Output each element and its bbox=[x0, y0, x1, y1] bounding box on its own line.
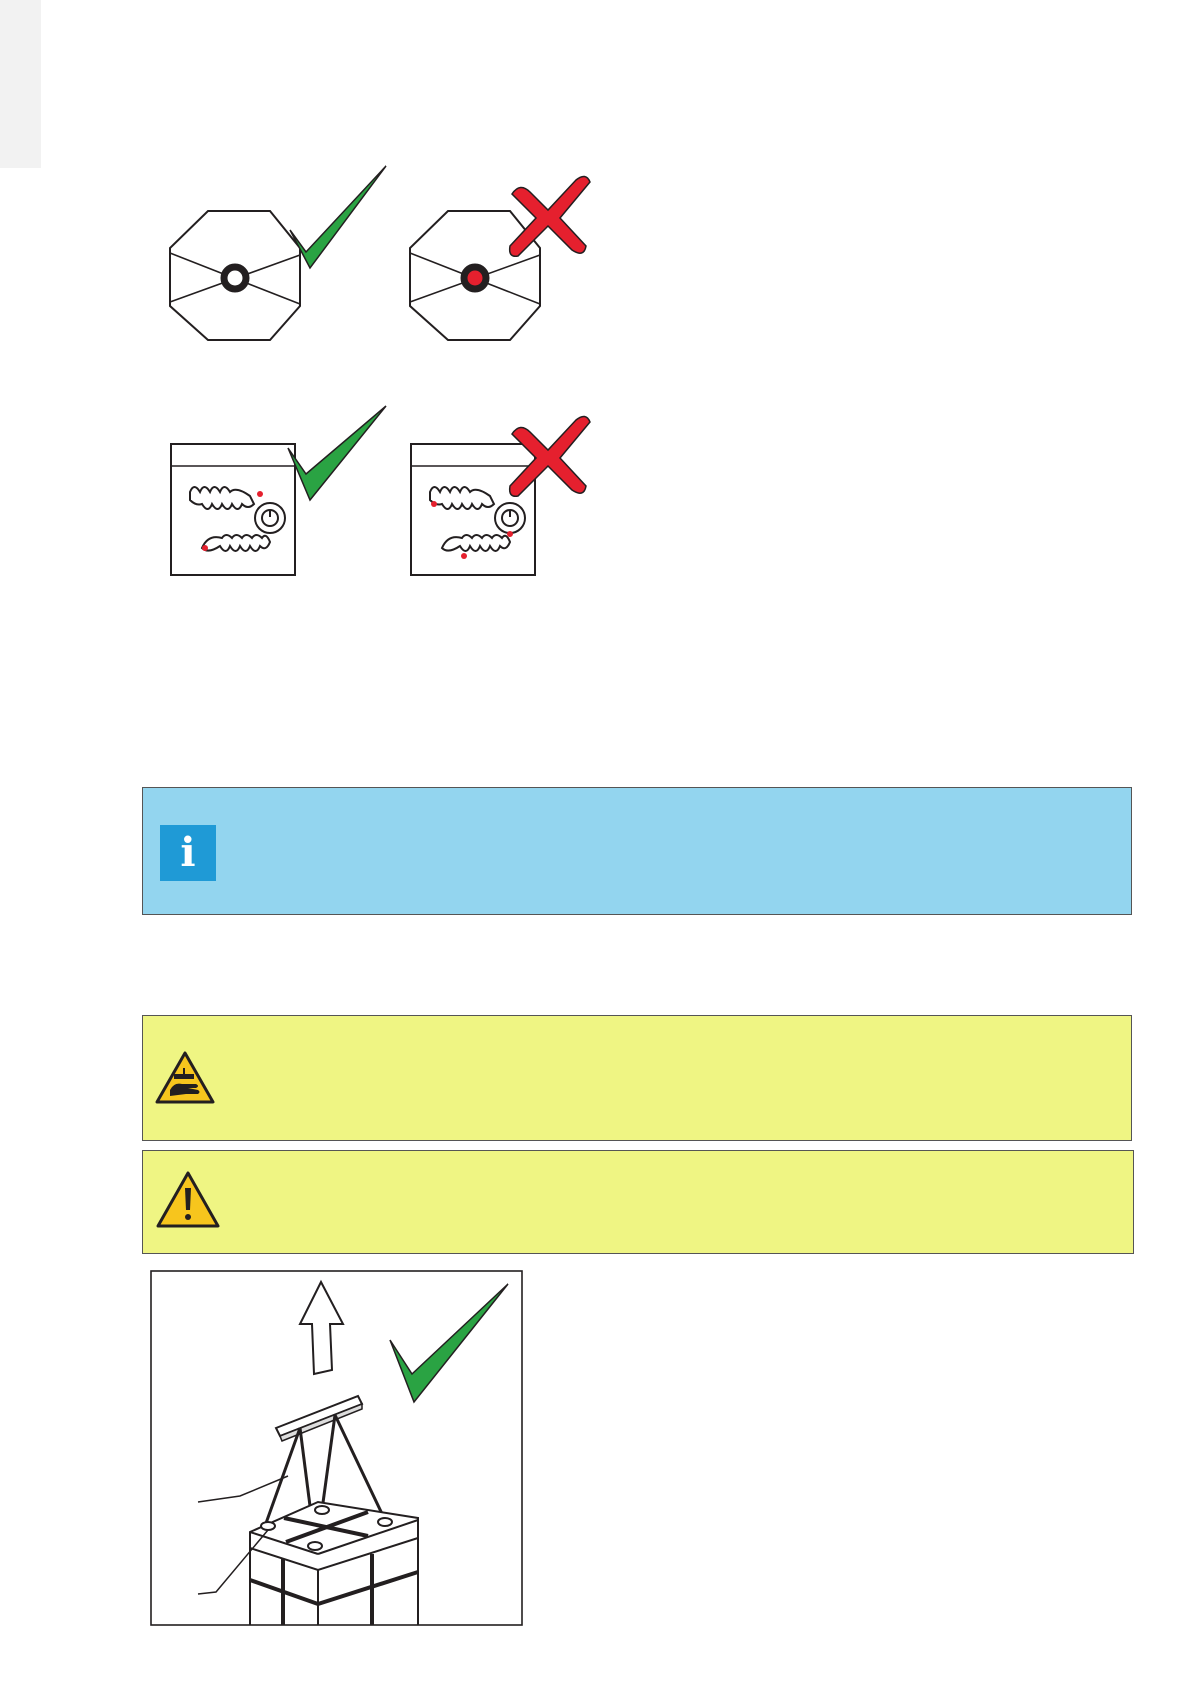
warning-box-general bbox=[142, 1150, 1134, 1254]
octagon-wrong-figure bbox=[400, 160, 600, 350]
info-box bbox=[142, 787, 1132, 915]
side-tab bbox=[0, 0, 41, 168]
green-check-icon bbox=[290, 166, 386, 268]
red-cross-icon bbox=[510, 176, 590, 256]
info-icon: i bbox=[160, 825, 216, 881]
hand-crush-warning-icon bbox=[154, 1050, 216, 1106]
lifting-beam-diagram bbox=[150, 1270, 523, 1626]
warning-box-hand-crush bbox=[142, 1015, 1132, 1141]
box-hands-wrong-figure bbox=[400, 400, 600, 590]
box-hands-correct-figure bbox=[160, 400, 400, 590]
green-check-icon bbox=[288, 406, 386, 500]
octagon-correct-figure bbox=[160, 160, 400, 350]
exclamation-warning-icon bbox=[155, 1170, 221, 1230]
